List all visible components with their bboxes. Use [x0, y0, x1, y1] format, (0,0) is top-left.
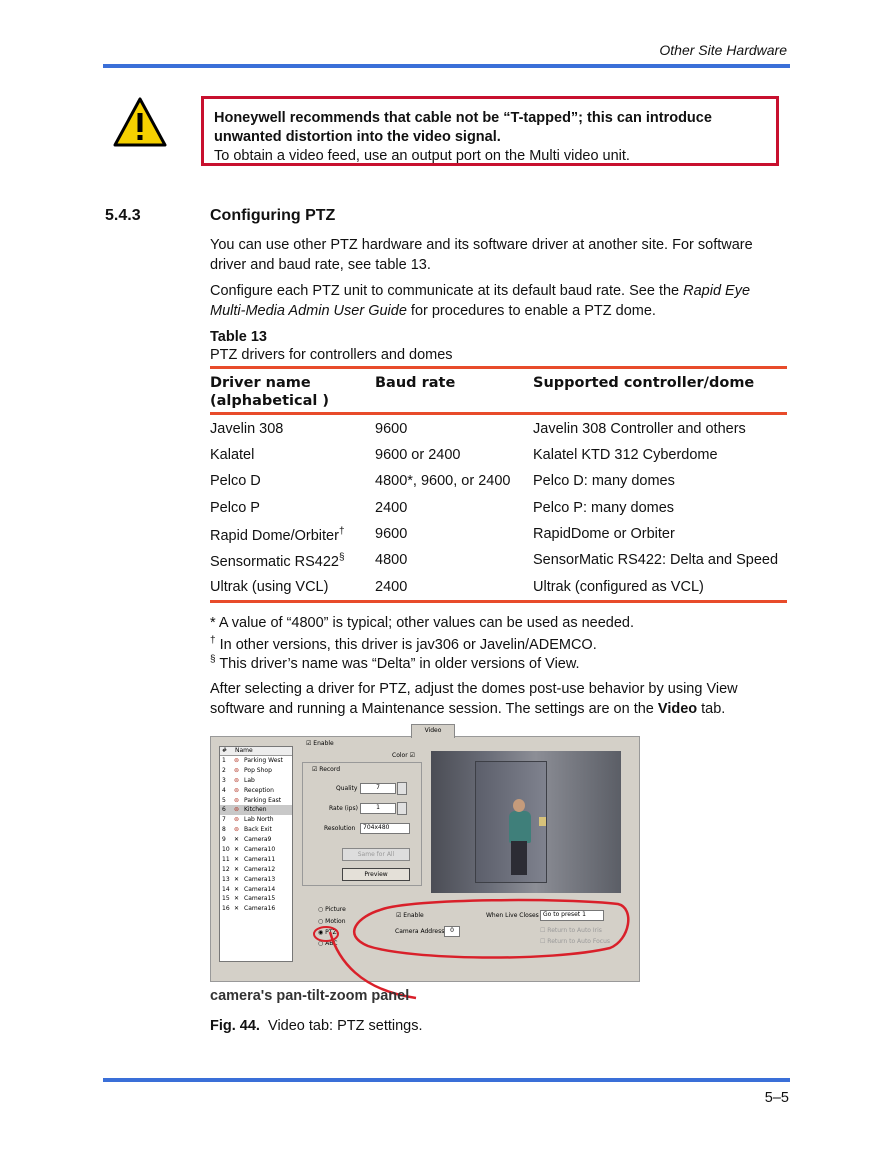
rate-label: Rate (ips) [329, 805, 358, 812]
cell-baud: 2400 [375, 500, 408, 516]
camera-list-item[interactable]: 7 ⊚ Lab North [222, 816, 274, 824]
resolution-label: Resolution [324, 825, 356, 832]
header-rule [103, 64, 790, 68]
camera-list-item[interactable]: 3 ⊚ Lab [222, 776, 255, 784]
paragraph-after: After selecting a driver for PTZ, adjust the domes post-use behavior by using View software and running a Maintenance session. The settings are on the Video tab. [210, 681, 738, 717]
cell-supported: Pelco P: many domes [533, 500, 675, 516]
guide-title: Rapid Eye Multi-Media Admin User Guide [210, 283, 751, 319]
radio-picture[interactable]: ○ Picture [318, 906, 346, 913]
camera-list-item[interactable]: 15 ✕ Camera15 [222, 895, 276, 903]
figure-caption: Fig. 44. Video tab: PTZ settings. [210, 1018, 423, 1034]
preview-button[interactable]: Preview [342, 868, 410, 881]
camera-list-item[interactable]: 4 ⊚ Reception [222, 786, 274, 794]
table-top-rule [210, 366, 787, 369]
warning-box [201, 96, 779, 166]
radio-abc[interactable]: ○ ABC [318, 940, 338, 947]
cell-driver: Kalatel [210, 447, 255, 463]
cell-baud: 2400 [375, 579, 408, 595]
return-focus-checkbox[interactable]: ☐ Return to Auto Focus [540, 938, 611, 945]
table-caption [210, 328, 453, 364]
camera-off-icon: ✕ [234, 836, 240, 844]
footnote-section: § This driver’s name was “Delta” in older versions of View. [210, 654, 580, 672]
video-tab-screenshot [210, 724, 640, 982]
paragraph-intro: You can use other PTZ hardware and its software driver at another site. For software driver and baud rate, see table 13. [210, 237, 753, 273]
cell-baud: 4800*, 9600, or 2400 [375, 473, 511, 489]
color-checkbox[interactable]: Color ☑ [392, 752, 415, 759]
camera-list-item[interactable]: 6 ⊚ Kitchen [220, 805, 292, 815]
camera-list-item[interactable]: 11 ✕ Camera11 [222, 855, 276, 863]
paragraph-configure: Configure each PTZ unit to communicate at its default baud rate. See the Rapid Eye Multi-Media Admin User Guide for procedures to enable a PTZ dome. [210, 283, 751, 319]
camera-list-item[interactable]: 1 ⊚ Parking West [222, 757, 283, 764]
table-header-rule [210, 412, 787, 415]
ptz-enable-checkbox[interactable]: ☑ Enable [396, 912, 424, 919]
table-label: Table 13 [210, 329, 267, 345]
preset-select[interactable]: Go to preset 1 [540, 910, 604, 921]
cell-driver: Ultrak (using VCL) [210, 579, 329, 595]
screenshot-callout-label: camera's pan-tilt-zoom panel [210, 988, 410, 1004]
cell-driver: Pelco D [210, 473, 261, 489]
cell-baud: 9600 [375, 421, 408, 437]
quality-label: Quality [336, 785, 358, 792]
cell-driver: Rapid Dome/Orbiter† [210, 526, 345, 544]
when-live-closes-label: When Live Closes [486, 912, 539, 919]
same-for-all-button[interactable]: Same for All [342, 848, 410, 861]
camera-icon: ⊚ [234, 766, 240, 774]
camera-list-item[interactable]: 2 ⊚ Pop Shop [222, 766, 272, 774]
warning-text: To obtain a video feed, use an output port on the Multi video unit. [214, 148, 630, 164]
camera-icon: ⊚ [234, 806, 240, 814]
radio-ptz[interactable]: ◉ PTZ [318, 929, 337, 936]
table-bottom-rule [210, 600, 787, 603]
footer-rule [103, 1078, 790, 1082]
cell-baud: 9600 or 2400 [375, 447, 461, 463]
cell-baud: 9600 [375, 526, 408, 542]
resolution-select[interactable]: 704x480 [360, 823, 410, 834]
camera-address-field[interactable]: 0 [444, 926, 460, 937]
camera-list-item[interactable]: 12 ✕ Camera12 [222, 865, 276, 873]
cell-driver: Javelin 308 [210, 421, 284, 437]
camera-list-item[interactable]: 14 ✕ Camera14 [222, 885, 276, 893]
warning-bold-text: Honeywell recommends that cable not be “T-tapped”; this can introduce unwanted distortion into the video signal. [214, 110, 712, 145]
camera-off-icon: ✕ [234, 885, 240, 893]
cell-driver: Sensormatic RS422§ [210, 552, 345, 570]
camera-icon: ⊚ [234, 826, 240, 834]
page-number: 5–5 [764, 1090, 789, 1106]
camera-list: # Name 1 ⊚ Parking West 2 ⊚ Pop Shop 3 ⊚ Lab 4 ⊚ Reception 5 ⊚ Parking East 6 ⊚ Kitchen 7 ⊚ Lab North 8 ⊚ Back Exit 9 ✕ Camera9 10 ✕ Camera10 11 ✕ Camera11 12 ✕ Camera12 13 ✕ Camera13 14 ✕ Camera14 15 ✕ Camera15 16 ✕ Camera16 [219, 746, 293, 962]
camera-list-item[interactable]: 13 ✕ Camera13 [222, 875, 276, 883]
camera-icon: ⊚ [234, 776, 240, 784]
warning-triangle-icon [112, 96, 168, 148]
footnote-asterisk: * A value of “4800” is typical; other values can be used as needed. [210, 615, 635, 631]
camera-address-label: Camera Address [395, 928, 445, 935]
cell-supported: RapidDome or Orbiter [533, 526, 675, 542]
camera-list-item[interactable]: 10 ✕ Camera10 [222, 846, 276, 854]
callout-outline [210, 724, 640, 982]
camera-list-item[interactable]: 5 ⊚ Parking East [222, 796, 282, 804]
rate-field[interactable]: 1 [360, 803, 396, 814]
cell-supported: Ultrak (configured as VCL) [533, 579, 704, 595]
camera-off-icon: ✕ [234, 865, 240, 873]
radio-motion[interactable]: ○ Motion [318, 918, 346, 925]
cell-supported: SensorMatic RS422: Delta and Speed [533, 552, 779, 568]
cell-driver: Pelco P [210, 500, 260, 516]
camera-off-icon: ✕ [234, 905, 240, 913]
camera-list-item[interactable]: 16 ✕ Camera16 [222, 905, 276, 913]
record-checkbox[interactable]: ☑ Record [312, 766, 341, 773]
section-number: 5.4.3 [105, 207, 141, 224]
camera-off-icon: ✕ [234, 895, 240, 903]
table-title: PTZ drivers for controllers and domes [210, 347, 453, 363]
camera-icon: ⊚ [234, 796, 240, 804]
camera-list-item[interactable]: 9 ✕ Camera9 [222, 836, 272, 844]
camera-off-icon: ✕ [234, 855, 240, 863]
section-title: Configuring PTZ [210, 207, 336, 224]
return-iris-checkbox[interactable]: ☐ Return to Auto Iris [540, 927, 602, 934]
running-header: Other Site Hardware [659, 42, 787, 58]
video-tab[interactable]: Video [411, 724, 455, 738]
camera-icon: ⊚ [234, 816, 240, 824]
col-header-driver: Driver name (alphabetical ) [210, 375, 330, 409]
quality-field[interactable]: 7 [360, 783, 396, 794]
cell-baud: 4800 [375, 552, 408, 568]
camera-icon: ⊚ [234, 786, 240, 794]
cell-supported: Pelco D: many domes [533, 473, 675, 489]
col-header-supported: Supported controller/dome [533, 375, 755, 391]
camera-icon: ⊚ [234, 757, 240, 764]
cell-supported: Javelin 308 Controller and others [533, 421, 746, 437]
col-header-baud: Baud rate [375, 375, 456, 391]
enable-checkbox[interactable]: ☑ Enable [306, 740, 334, 747]
camera-off-icon: ✕ [234, 875, 240, 883]
footnote-dagger: † In other versions, this driver is jav306 or Javelin/ADEMCO. [210, 635, 597, 653]
cell-supported: Kalatel KTD 312 Cyberdome [533, 447, 718, 463]
camera-list-item[interactable]: 8 ⊚ Back Exit [222, 826, 272, 834]
camera-off-icon: ✕ [234, 846, 240, 854]
